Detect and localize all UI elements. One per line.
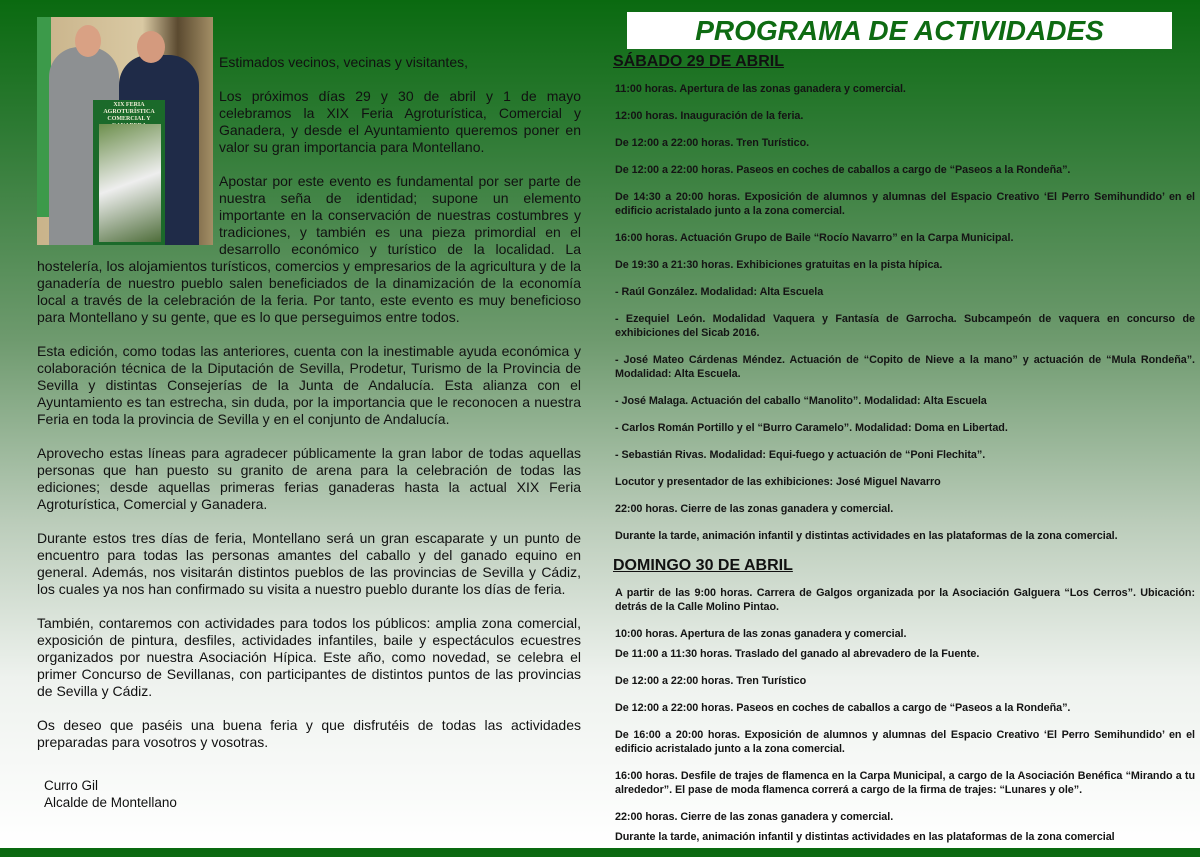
program-schedule (613, 52, 1195, 857)
schedule-item: 22:00 horas. Cierre de las zonas ganadera y comercial. (615, 503, 894, 515)
schedule-item: 22:00 horas. Cierre de las zonas ganadera y comercial. (615, 811, 894, 823)
schedule-item: - José Mateo Cárdenas Méndez. Actuación de “Copito de Nieve a la mano” y actuación de “Mula Rondeña”. Modalidad: Alta Escuela. (615, 354, 1195, 380)
letter-paragraph: Los próximos días 29 y 30 de abril y 1 de mayo celebramos la XIX Feria Agroturística, Comercial y Ganadera, y desde el Ayuntamiento queremos poner en valor su gran importancia para Montellano. (219, 88, 581, 155)
letter-paragraph: También, contaremos con actividades para todos los públicos: amplia zona comercial, exposición de pintura, desfiles, actividades infantiles, baile y espectáculos ecuestres organizados por nuestra Asociación Hípica. Este año, como novedad, se celebra el primer Concurso de Sevillanas, con participantes de distintos puntos de las provincias de Sevilla y Cádiz. (37, 615, 581, 699)
day-items (615, 82, 1195, 543)
schedule-item: De 12:00 a 22:00 horas. Tren Turístico (615, 675, 807, 687)
schedule-item: 11:00 horas. Apertura de las zonas ganadera y comercial. (615, 83, 906, 95)
signature (37, 777, 581, 811)
day-heading: DOMINGO 30 DE ABRIL (613, 557, 793, 574)
schedule-item: De 16:00 a 20:00 horas. Exposición de alumnos y alumnas del Espacio Creativo ‘El Perro Semihundido’ en el edificio acristalado junto a la zona comercial. (615, 729, 1195, 755)
schedule-item: De 12:00 a 22:00 horas. Paseos en coches de caballos a cargo de “Paseos a la Rondeña”. (615, 702, 1071, 714)
letter-paragraph: Aprovecho estas líneas para agradecer públicamente la gran labor de todas aquellas personas que han puesto su granito de arena para la celebración de todas las ediciones; desde aquellas primeras ferias ganaderas hasta la actual XIX Feria Agroturística, Comercial y Ganadera. (37, 445, 581, 512)
schedule-item: 10:00 horas. Apertura de las zonas ganadera y comercial. (615, 628, 907, 640)
letter-paragraph: Os deseo que paséis una buena feria y que disfrutéis de todas las actividades preparadas para vosotros y vosotras. (37, 717, 581, 750)
schedule-item: - Raúl González. Modalidad: Alta Escuela (615, 286, 824, 298)
schedule-item: Durante la tarde, animación infantil y distintas actividades en las plataformas de la zona comercial. (615, 530, 1118, 542)
schedule-item: De 14:30 a 20:00 horas. Exposición de alumnos y alumnas del Espacio Creativo ‘El Perro Semihundido’ en el edificio acristalado junto a la zona comercial. (615, 191, 1195, 217)
schedule-item: Durante la tarde, animación infantil y distintas actividades en las plataformas de la zona comercial (615, 831, 1115, 843)
mayor-letter (37, 17, 581, 811)
letter-greeting: Estimados vecinos, vecinas y visitantes, (219, 54, 468, 70)
schedule-item: 16:00 horas. Desfile de trajes de flamenca en la Carpa Municipal, a cargo de la Asociación Benéfica “Mirando a tu alrededor”. El pase de moda flamenca correrá a cargo de la firma de trajes: “Lunares y ole”. (615, 770, 1195, 796)
schedule-item: De 12:00 a 22:00 horas. Paseos en coches de caballos a cargo de “Paseos a la Rondeña”. (615, 164, 1071, 176)
schedule-item: De 12:00 a 22:00 horas. Tren Turístico. (615, 137, 810, 149)
day-items (615, 586, 1195, 844)
person-right-head (137, 31, 165, 63)
schedule-item: 12:00 horas. Inauguración de la feria. (615, 110, 804, 122)
signature-name: Curro Gil (44, 778, 99, 793)
mayor-photo (37, 17, 213, 245)
schedule-item: Locutor y presentador de las exhibiciones: José Miguel Navarro (615, 476, 941, 488)
schedule-item: De 11:00 a 11:30 horas. Traslado del ganado al abrevadero de la Fuente. (615, 648, 980, 660)
schedule-item: - José Malaga. Actuación del caballo “Manolito”. Modalidad: Alta Escuela (615, 395, 987, 407)
letter-paragraph: Durante estos tres días de feria, Montellano será un gran escaparate y un punto de encuentro para todas las personas amantes del caballo y del ganado equino en general. Además, nos visitarán distintos pueblos de las provincias de Sevilla y Cádiz, los cuales ya nos han confirmado su visita a nuestro pueblo durante los días de feria. (37, 530, 581, 597)
signature-title: Alcalde de Montellano (44, 795, 177, 810)
schedule-item: De 19:30 a 21:30 horas. Exhibiciones gratuitas en la pista hípica. (615, 259, 943, 271)
fair-poster (93, 100, 165, 245)
poster-title: XIX FERIA AGROTURÍSTICA COMERCIAL Y (103, 102, 155, 122)
person-left-head (75, 25, 101, 57)
schedule-item: 16:00 horas. Actuación Grupo de Baile “Rocío Navarro” en la Carpa Municipal. (615, 232, 1014, 244)
letter-paragraph: Apostar por este evento es fundamental por ser parte de nuestra seña de identidad; supone un elemento importante en la conservación de nuestras costumbres y tradiciones, y también es una pieza primordial en el desarrollo económico y turístico de la localidad. La hostelería, los alojamientos turísticos, comercios y empresarios de la agricultura y de la ganadería de nuestro pueblo salen beneficiados de la dinamización de la economía local a través de la celebración de la feria. Por tanto, este evento es muy beneficioso para Montellano y su gente, que es lo que perseguimos entre todos. (37, 173, 581, 325)
program-title: PROGRAMA DE ACTIVIDADES (627, 12, 1172, 49)
schedule-item: A partir de las 9:00 horas. Carrera de Galgos organizada por la Asociación Galguera “Los Cerros”. Ubicación: detrás de la Calle Molino Pintao. (615, 587, 1195, 613)
schedule-item: - Ezequiel León. Modalidad Vaquera y Fantasía de Garrocha. Subcampeón de vaquera en concurso de exhibiciones del Sicab 2016. (615, 313, 1195, 339)
schedule-item: - Carlos Román Portillo y el “Burro Caramelo”. Modalidad: Doma en Libertad. (615, 422, 1008, 434)
day-heading: SÁBADO 29 DE ABRIL (613, 53, 784, 70)
schedule-item: - Sebastián Rivas. Modalidad: Equi-fuego y actuación de “Poni Flechita”. (615, 449, 986, 461)
letter-paragraph: Esta edición, como todas las anteriores, cuenta con la inestimable ayuda económica y colaboración técnica de la Diputación de Sevilla, Prodetur, Turismo de la Provincia de Sevilla y distintas Consejerías de la Junta de Andalucía. Esta alianza con el Ayuntamiento es tan estrecha, sin duda, por la importancia que le reconocen a nuestra Feria en toda la provincia de Sevilla y en el conjunto de Andalucía. (37, 343, 581, 427)
poster-horse-image (99, 124, 161, 242)
